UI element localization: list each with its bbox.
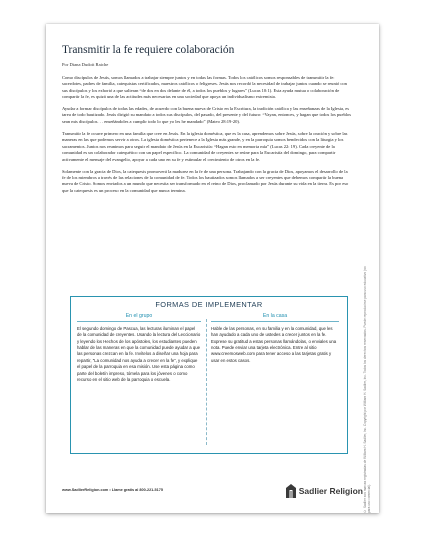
group-text: El segundo domingo de Pascua, las lecturas iluminan el papel de la comunidad de creyentes. Usando la lectura del Leccionario y leyendo los Hechos de los apóstoles, los estudiantes pueden hablar de las maneras en que la comunidad puede ayudar a que las personas crezcan en la fe. Invítelos a diseñar una hoja para repartir, “La comunidad nos ayuda a crecer en la fe”, y explique el papel de la parroquia en esa misión. Use esta página como parte del boletín impreso, tómela para los jóvenes o como recurso en el sitio web de la parroquia o escuela. — [77, 326, 201, 382]
implementation-title: FORMAS DE IMPLEMENTAR — [155, 300, 263, 309]
paragraph-2: Ayudar a formar discípulos de todas las edades, de acuerdo con la buena nueva de Cristo en la Escritura, la tradición católica y las enseñanzas de la Iglesia, es tarea de todo bautizado. Jesús dirigió su mandato a todos sus discípulos, del pasado, del presente y del futuro: “Vayan, entonces, y hagan que todos los pueblos sean mis discípulos. . . enseñándoles a cumplir todo lo que yo les he mandado” (Mateo 28:19-20). — [62, 105, 352, 124]
sadlier-logo-text: Sadlier Religion — [298, 486, 363, 496]
document-sheet — [46, 24, 379, 513]
copyright-note: © Sadlier son marcas registradas de William H. Sadlier, Inc. Copyright por William H. Sadlier, Inc. Todos los derechos reservados. Puede reproducirse para uso educativo (no para uso comercial). — [363, 266, 372, 513]
column-divider — [206, 319, 207, 445]
home-heading: En la casa — [211, 313, 339, 322]
group-heading: En el grupo — [77, 313, 201, 322]
group-column — [77, 313, 201, 447]
home-column — [211, 313, 339, 447]
sadlier-logo — [286, 483, 363, 499]
implementation-box — [70, 296, 348, 454]
footer-contact: www.SadlierReligion.com • Llame gratis al 800-221-5175 — [62, 488, 164, 492]
paragraph-3: Transmitir la fe ocurre primero en una familia que cree en Jesús. En la iglesia doméstica, que es la casa, aprendemos sobre Jesús, sobre la oración y sobre las maneras en las que podemos servir a otros. La iglesia doméstica pertenece a la Iglesia más grande, y en la parroquia somos bendecidos con la liturgia y los sacramentos. Juntos nos reunimos para seguir el mandato de Jesús en la Eucaristía: “Hagan esto en memoria mía” (Lucas 22: 19). Cada creyente de la comunidad es un colaborador catequético con un papel específico. La comunidad de creyentes se reúne para la Eucaristía del domingo, para compartir activamente el mensaje del evangelio, apoyar a cada uno en su fe y estimular el crecimiento de otros en la fe. — [62, 130, 348, 162]
document-footer — [62, 483, 363, 499]
document-author: Por Diana Dudoit Raiche — [62, 62, 109, 68]
document-content — [62, 44, 352, 194]
paragraph-1: Como discípulos de Jesús, somos llamados a trabajar siempre juntos y en todas las formas. Todos los católicos somos responsables de transmitir la fe: sacerdotes, padres de familia, catequistas certificados, maestros católicos o feligreses. Jesús nos recordó la necesidad de trabajar juntos cuando se reunió con sus discípulos y los exhortó a que salieran “de dos en dos delante de él, a todos los pueblos y lugares” (Lucas 10:1). Esta ayuda mutua o colaboración de compartir la fe, es quizá una de las actitudes más necesarias en una sociedad que apoya un individualismo extremista. — [62, 74, 347, 99]
sadlier-logo-icon — [286, 484, 296, 498]
paragraph-4: Solamente con la gracia de Dios, la catequesis promoverá la madurez en la fe de una persona. Trabajando con la gracia de Dios, apoyamos el desarrollo de la fe de los miembros a través de las relaciones de la comunidad de fe. Todos los bautizados somos llamados a ser creyentes que debemos compartir la buena nueva de Cristo. Somos enviados a un mundo que necesita ser transformado en el reino de Dios, proclamado por Jesús durante su vida en la tierra. Es por eso que la catequesis es un proceso en la comunidad que nunca termina. — [62, 168, 349, 193]
document-title: Transmitir la fe requiere colaboración — [62, 44, 235, 56]
home-text: Hable de las personas, en su familia y en la comunidad, que les han ayudado a cada uno de ustedes a crecer juntos en la fe. Exprese su gratitud a estas personas llamándolas, o enviales una nota. Puede enviar una tarjeta electrónica. Entre al sitio www.creemosweb.com para tener acceso a las tarjetas gratis y usar en estos casos. — [211, 326, 337, 363]
